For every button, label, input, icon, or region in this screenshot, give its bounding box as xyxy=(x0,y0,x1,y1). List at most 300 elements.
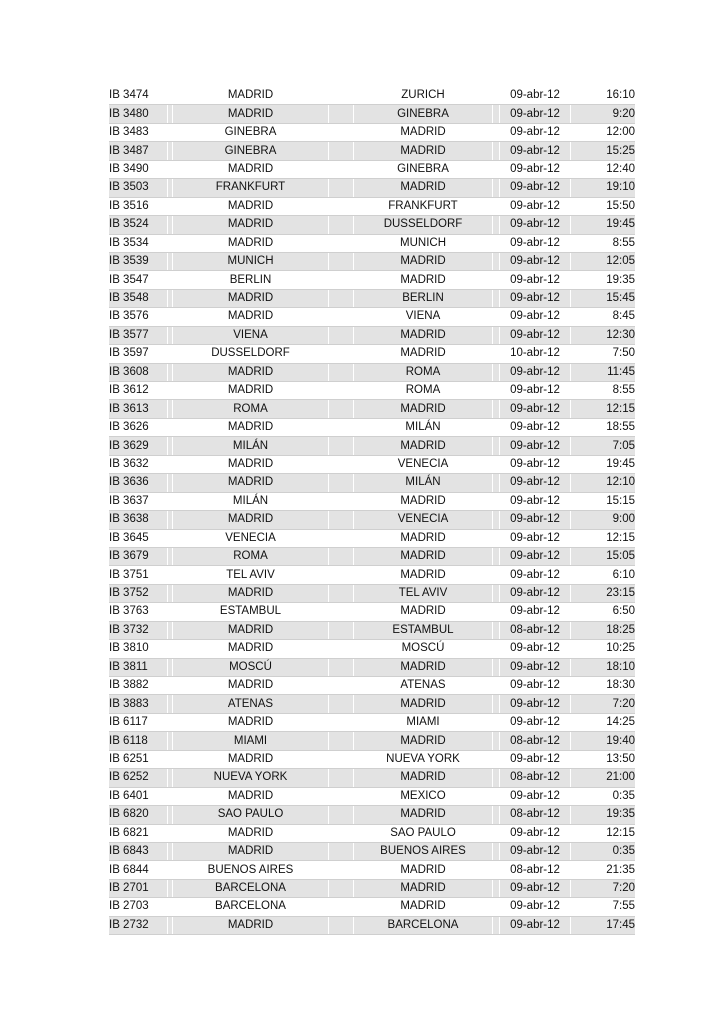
destination-cell: MADRID xyxy=(354,142,493,160)
table-row xyxy=(109,713,635,731)
table-row xyxy=(109,695,635,713)
date-cell: 09-abr-12 xyxy=(500,547,571,565)
time-cell: 12:15 xyxy=(571,824,636,842)
date-cell: 09-abr-12 xyxy=(500,898,571,916)
date-cell: 08-abr-12 xyxy=(500,769,571,787)
table-row xyxy=(109,308,635,326)
destination-cell: BERLIN xyxy=(354,289,493,307)
table-row xyxy=(109,566,635,584)
date-cell: 09-abr-12 xyxy=(500,750,571,768)
date-cell: 09-abr-12 xyxy=(500,455,571,473)
column-gap xyxy=(493,842,500,860)
date-cell: 09-abr-12 xyxy=(500,179,571,197)
flight-number-cell: IB 3679 xyxy=(109,547,168,565)
origin-cell: MADRID xyxy=(173,418,329,436)
origin-cell: MILÁN xyxy=(173,492,329,510)
flight-number-cell: IB 6118 xyxy=(109,732,168,750)
destination-cell: VENECIA xyxy=(354,511,493,529)
time-cell: 12:00 xyxy=(571,123,636,141)
flight-number-cell: IB 6252 xyxy=(109,769,168,787)
date-cell: 09-abr-12 xyxy=(500,916,571,934)
column-gap xyxy=(329,105,354,123)
column-gap xyxy=(329,326,354,344)
destination-cell: SAO PAULO xyxy=(354,824,493,842)
column-gap xyxy=(329,750,354,768)
time-cell: 19:35 xyxy=(571,806,636,824)
destination-cell: ROMA xyxy=(354,363,493,381)
column-gap xyxy=(329,529,354,547)
destination-cell: MADRID xyxy=(354,898,493,916)
flight-number-cell: IB 3539 xyxy=(109,252,168,270)
table-row xyxy=(109,584,635,602)
date-cell: 08-abr-12 xyxy=(500,861,571,879)
column-gap xyxy=(329,179,354,197)
flight-number-cell: IB 3763 xyxy=(109,603,168,621)
flight-number-cell: IB 3474 xyxy=(109,87,168,105)
destination-cell: MADRID xyxy=(354,732,493,750)
flight-number-cell: IB 3524 xyxy=(109,216,168,234)
table-row xyxy=(109,621,635,639)
flight-number-cell: IB 3645 xyxy=(109,529,168,547)
flight-number-cell: IB 3883 xyxy=(109,695,168,713)
flight-number-cell: IB 6401 xyxy=(109,787,168,805)
destination-cell: MADRID xyxy=(354,806,493,824)
destination-cell: MADRID xyxy=(354,547,493,565)
column-gap xyxy=(493,677,500,695)
flight-number-cell: IB 3487 xyxy=(109,142,168,160)
column-gap xyxy=(329,861,354,879)
time-cell: 13:50 xyxy=(571,750,636,768)
flight-number-cell: IB 6251 xyxy=(109,750,168,768)
destination-cell: MUNICH xyxy=(354,234,493,252)
table-row xyxy=(109,658,635,676)
origin-cell: NUEVA YORK xyxy=(173,769,329,787)
column-gap xyxy=(329,898,354,916)
column-gap xyxy=(493,345,500,363)
flight-number-cell: IB 3811 xyxy=(109,658,168,676)
time-cell: 15:50 xyxy=(571,197,636,215)
origin-cell: VENECIA xyxy=(173,529,329,547)
date-cell: 09-abr-12 xyxy=(500,400,571,418)
time-cell: 8:45 xyxy=(571,308,636,326)
column-gap xyxy=(329,566,354,584)
column-gap xyxy=(493,806,500,824)
date-cell: 09-abr-12 xyxy=(500,787,571,805)
origin-cell: MILÁN xyxy=(173,437,329,455)
flight-number-cell: IB 6843 xyxy=(109,842,168,860)
column-gap xyxy=(493,640,500,658)
column-gap xyxy=(493,252,500,270)
date-cell: 09-abr-12 xyxy=(500,529,571,547)
flight-number-cell: IB 6844 xyxy=(109,861,168,879)
origin-cell: BERLIN xyxy=(173,271,329,289)
column-gap xyxy=(493,861,500,879)
column-gap xyxy=(493,271,500,289)
origin-cell: ATENAS xyxy=(173,695,329,713)
column-gap xyxy=(493,879,500,897)
table-row xyxy=(109,677,635,695)
column-gap xyxy=(493,603,500,621)
table-row xyxy=(109,345,635,363)
column-gap xyxy=(493,566,500,584)
column-gap xyxy=(493,400,500,418)
origin-cell: GINEBRA xyxy=(173,142,329,160)
column-gap xyxy=(329,289,354,307)
time-cell: 15:05 xyxy=(571,547,636,565)
destination-cell: MADRID xyxy=(354,566,493,584)
column-gap xyxy=(329,584,354,602)
table-row xyxy=(109,842,635,860)
table-row xyxy=(109,216,635,234)
destination-cell: MADRID xyxy=(354,123,493,141)
time-cell: 15:45 xyxy=(571,289,636,307)
table-row xyxy=(109,879,635,897)
date-cell: 08-abr-12 xyxy=(500,806,571,824)
destination-cell: MADRID xyxy=(354,252,493,270)
column-gap xyxy=(329,492,354,510)
time-cell: 12:30 xyxy=(571,326,636,344)
column-gap xyxy=(329,621,354,639)
flight-number-cell: IB 3548 xyxy=(109,289,168,307)
column-gap xyxy=(329,197,354,215)
column-gap xyxy=(329,677,354,695)
origin-cell: MADRID xyxy=(173,677,329,695)
column-gap xyxy=(329,437,354,455)
column-gap xyxy=(329,511,354,529)
column-gap xyxy=(493,382,500,400)
table-row xyxy=(109,160,635,178)
time-cell: 12:10 xyxy=(571,474,636,492)
flight-number-cell: IB 3637 xyxy=(109,492,168,510)
column-gap xyxy=(329,160,354,178)
time-cell: 7:20 xyxy=(571,879,636,897)
table-row xyxy=(109,529,635,547)
origin-cell: MADRID xyxy=(173,216,329,234)
destination-cell: MADRID xyxy=(354,437,493,455)
column-gap xyxy=(493,197,500,215)
date-cell: 09-abr-12 xyxy=(500,271,571,289)
column-gap xyxy=(329,732,354,750)
column-gap xyxy=(329,806,354,824)
table-row xyxy=(109,547,635,565)
origin-cell: MUNICH xyxy=(173,252,329,270)
table-row xyxy=(109,511,635,529)
origin-cell: MADRID xyxy=(173,382,329,400)
origin-cell: MADRID xyxy=(173,824,329,842)
destination-cell: ESTAMBUL xyxy=(354,621,493,639)
table-row xyxy=(109,732,635,750)
origin-cell: MADRID xyxy=(173,289,329,307)
destination-cell: MADRID xyxy=(354,492,493,510)
column-gap xyxy=(493,713,500,731)
table-row xyxy=(109,769,635,787)
origin-cell: MADRID xyxy=(173,584,329,602)
time-cell: 12:40 xyxy=(571,160,636,178)
origin-cell: MADRID xyxy=(173,750,329,768)
origin-cell: ROMA xyxy=(173,400,329,418)
column-gap xyxy=(493,87,500,105)
time-cell: 17:45 xyxy=(571,916,636,934)
column-gap xyxy=(329,695,354,713)
destination-cell: VIENA xyxy=(354,308,493,326)
destination-cell: MILÁN xyxy=(354,418,493,436)
table-row xyxy=(109,87,635,105)
origin-cell: GINEBRA xyxy=(173,123,329,141)
time-cell: 12:15 xyxy=(571,529,636,547)
date-cell: 09-abr-12 xyxy=(500,713,571,731)
origin-cell: BARCELONA xyxy=(173,898,329,916)
date-cell: 09-abr-12 xyxy=(500,363,571,381)
flight-number-cell: IB 2703 xyxy=(109,898,168,916)
date-cell: 09-abr-12 xyxy=(500,234,571,252)
table-row xyxy=(109,492,635,510)
table-row xyxy=(109,289,635,307)
origin-cell: MADRID xyxy=(173,474,329,492)
column-gap xyxy=(493,105,500,123)
column-gap xyxy=(493,750,500,768)
origin-cell: MADRID xyxy=(173,713,329,731)
time-cell: 15:15 xyxy=(571,492,636,510)
flight-number-cell: IB 6820 xyxy=(109,806,168,824)
destination-cell: ZURICH xyxy=(354,87,493,105)
date-cell: 08-abr-12 xyxy=(500,621,571,639)
column-gap xyxy=(493,511,500,529)
time-cell: 0:35 xyxy=(571,842,636,860)
flight-number-cell: IB 3534 xyxy=(109,234,168,252)
time-cell: 19:40 xyxy=(571,732,636,750)
flight-number-cell: IB 3752 xyxy=(109,584,168,602)
table-row xyxy=(109,455,635,473)
flight-number-cell: IB 3516 xyxy=(109,197,168,215)
column-gap xyxy=(493,547,500,565)
column-gap xyxy=(329,363,354,381)
time-cell: 7:20 xyxy=(571,695,636,713)
table-row xyxy=(109,271,635,289)
flight-number-cell: IB 3732 xyxy=(109,621,168,639)
origin-cell: MADRID xyxy=(173,105,329,123)
destination-cell: DUSSELDORF xyxy=(354,216,493,234)
column-gap xyxy=(329,271,354,289)
origin-cell: MADRID xyxy=(173,511,329,529)
flight-number-cell: IB 3576 xyxy=(109,308,168,326)
table-row xyxy=(109,861,635,879)
time-cell: 15:25 xyxy=(571,142,636,160)
time-cell: 19:35 xyxy=(571,271,636,289)
column-gap xyxy=(493,584,500,602)
column-gap xyxy=(493,142,500,160)
table-row xyxy=(109,363,635,381)
time-cell: 10:25 xyxy=(571,640,636,658)
column-gap xyxy=(493,824,500,842)
destination-cell: MADRID xyxy=(354,695,493,713)
column-gap xyxy=(329,252,354,270)
column-gap xyxy=(493,160,500,178)
column-gap xyxy=(329,400,354,418)
destination-cell: MADRID xyxy=(354,326,493,344)
flight-number-cell: IB 2732 xyxy=(109,916,168,934)
flight-number-cell: IB 3490 xyxy=(109,160,168,178)
date-cell: 09-abr-12 xyxy=(500,326,571,344)
table-row xyxy=(109,400,635,418)
flight-number-cell: IB 3612 xyxy=(109,382,168,400)
time-cell: 7:50 xyxy=(571,345,636,363)
destination-cell: GINEBRA xyxy=(354,160,493,178)
flight-number-cell: IB 3547 xyxy=(109,271,168,289)
flight-number-cell: IB 3810 xyxy=(109,640,168,658)
column-gap xyxy=(493,289,500,307)
destination-cell: MILÁN xyxy=(354,474,493,492)
column-gap xyxy=(329,916,354,934)
date-cell: 09-abr-12 xyxy=(500,197,571,215)
flight-table-body xyxy=(109,87,635,935)
flight-number-cell: IB 3577 xyxy=(109,326,168,344)
destination-cell: BUENOS AIRES xyxy=(354,842,493,860)
date-cell: 09-abr-12 xyxy=(500,658,571,676)
time-cell: 23:15 xyxy=(571,584,636,602)
time-cell: 6:50 xyxy=(571,603,636,621)
flight-number-cell: IB 3480 xyxy=(109,105,168,123)
destination-cell: BARCELONA xyxy=(354,916,493,934)
date-cell: 09-abr-12 xyxy=(500,437,571,455)
column-gap xyxy=(329,308,354,326)
destination-cell: ATENAS xyxy=(354,677,493,695)
date-cell: 09-abr-12 xyxy=(500,308,571,326)
table-row xyxy=(109,142,635,160)
destination-cell: MOSCÚ xyxy=(354,640,493,658)
flight-number-cell: IB 3632 xyxy=(109,455,168,473)
date-cell: 09-abr-12 xyxy=(500,566,571,584)
table-row xyxy=(109,382,635,400)
time-cell: 19:10 xyxy=(571,179,636,197)
date-cell: 09-abr-12 xyxy=(500,879,571,897)
origin-cell: BARCELONA xyxy=(173,879,329,897)
time-cell: 11:45 xyxy=(571,363,636,381)
flight-number-cell: IB 2701 xyxy=(109,879,168,897)
origin-cell: MADRID xyxy=(173,455,329,473)
flight-number-cell: IB 3626 xyxy=(109,418,168,436)
date-cell: 09-abr-12 xyxy=(500,418,571,436)
table-row xyxy=(109,252,635,270)
destination-cell: ROMA xyxy=(354,382,493,400)
column-gap xyxy=(329,418,354,436)
destination-cell: FRANKFURT xyxy=(354,197,493,215)
destination-cell: MADRID xyxy=(354,345,493,363)
destination-cell: VENECIA xyxy=(354,455,493,473)
column-gap xyxy=(329,123,354,141)
column-gap xyxy=(329,382,354,400)
date-cell: 08-abr-12 xyxy=(500,732,571,750)
destination-cell: MADRID xyxy=(354,879,493,897)
time-cell: 21:00 xyxy=(571,769,636,787)
column-gap xyxy=(329,787,354,805)
table-row xyxy=(109,197,635,215)
origin-cell: ROMA xyxy=(173,547,329,565)
destination-cell: MADRID xyxy=(354,179,493,197)
date-cell: 09-abr-12 xyxy=(500,695,571,713)
table-row xyxy=(109,326,635,344)
table-row xyxy=(109,750,635,768)
date-cell: 09-abr-12 xyxy=(500,677,571,695)
date-cell: 09-abr-12 xyxy=(500,511,571,529)
flight-number-cell: IB 3503 xyxy=(109,179,168,197)
date-cell: 09-abr-12 xyxy=(500,252,571,270)
origin-cell: SAO PAULO xyxy=(173,806,329,824)
origin-cell: MADRID xyxy=(173,842,329,860)
table-row xyxy=(109,898,635,916)
origin-cell: MADRID xyxy=(173,787,329,805)
table-row xyxy=(109,603,635,621)
column-gap xyxy=(493,769,500,787)
time-cell: 9:20 xyxy=(571,105,636,123)
flight-number-cell: IB 6117 xyxy=(109,713,168,731)
origin-cell: MADRID xyxy=(173,87,329,105)
origin-cell: MADRID xyxy=(173,234,329,252)
flight-number-cell: IB 3613 xyxy=(109,400,168,418)
date-cell: 09-abr-12 xyxy=(500,640,571,658)
destination-cell: NUEVA YORK xyxy=(354,750,493,768)
column-gap xyxy=(493,695,500,713)
column-gap xyxy=(493,363,500,381)
time-cell: 7:05 xyxy=(571,437,636,455)
column-gap xyxy=(493,474,500,492)
column-gap xyxy=(329,658,354,676)
table-row xyxy=(109,640,635,658)
destination-cell: MIAMI xyxy=(354,713,493,731)
column-gap xyxy=(493,123,500,141)
column-gap xyxy=(329,345,354,363)
column-gap xyxy=(329,474,354,492)
origin-cell: MADRID xyxy=(173,916,329,934)
origin-cell: MADRID xyxy=(173,640,329,658)
date-cell: 09-abr-12 xyxy=(500,160,571,178)
column-gap xyxy=(493,455,500,473)
column-gap xyxy=(329,842,354,860)
date-cell: 09-abr-12 xyxy=(500,105,571,123)
origin-cell: DUSSELDORF xyxy=(173,345,329,363)
date-cell: 09-abr-12 xyxy=(500,382,571,400)
origin-cell: TEL AVIV xyxy=(173,566,329,584)
time-cell: 14:25 xyxy=(571,713,636,731)
origin-cell: ESTAMBUL xyxy=(173,603,329,621)
column-gap xyxy=(329,713,354,731)
column-gap xyxy=(493,308,500,326)
destination-cell: MADRID xyxy=(354,769,493,787)
time-cell: 19:45 xyxy=(571,455,636,473)
destination-cell: MADRID xyxy=(354,529,493,547)
column-gap xyxy=(493,621,500,639)
destination-cell: MADRID xyxy=(354,603,493,621)
flight-number-cell: IB 3751 xyxy=(109,566,168,584)
origin-cell: MADRID xyxy=(173,160,329,178)
date-cell: 09-abr-12 xyxy=(500,216,571,234)
column-gap xyxy=(493,732,500,750)
origin-cell: BUENOS AIRES xyxy=(173,861,329,879)
date-cell: 09-abr-12 xyxy=(500,603,571,621)
flight-number-cell: IB 3636 xyxy=(109,474,168,492)
time-cell: 6:10 xyxy=(571,566,636,584)
column-gap xyxy=(329,234,354,252)
column-gap xyxy=(329,824,354,842)
time-cell: 18:30 xyxy=(571,677,636,695)
column-gap xyxy=(493,658,500,676)
column-gap xyxy=(493,437,500,455)
flight-number-cell: IB 3882 xyxy=(109,677,168,695)
time-cell: 0:35 xyxy=(571,787,636,805)
table-row xyxy=(109,806,635,824)
origin-cell: MOSCÚ xyxy=(173,658,329,676)
date-cell: 09-abr-12 xyxy=(500,474,571,492)
column-gap xyxy=(329,547,354,565)
